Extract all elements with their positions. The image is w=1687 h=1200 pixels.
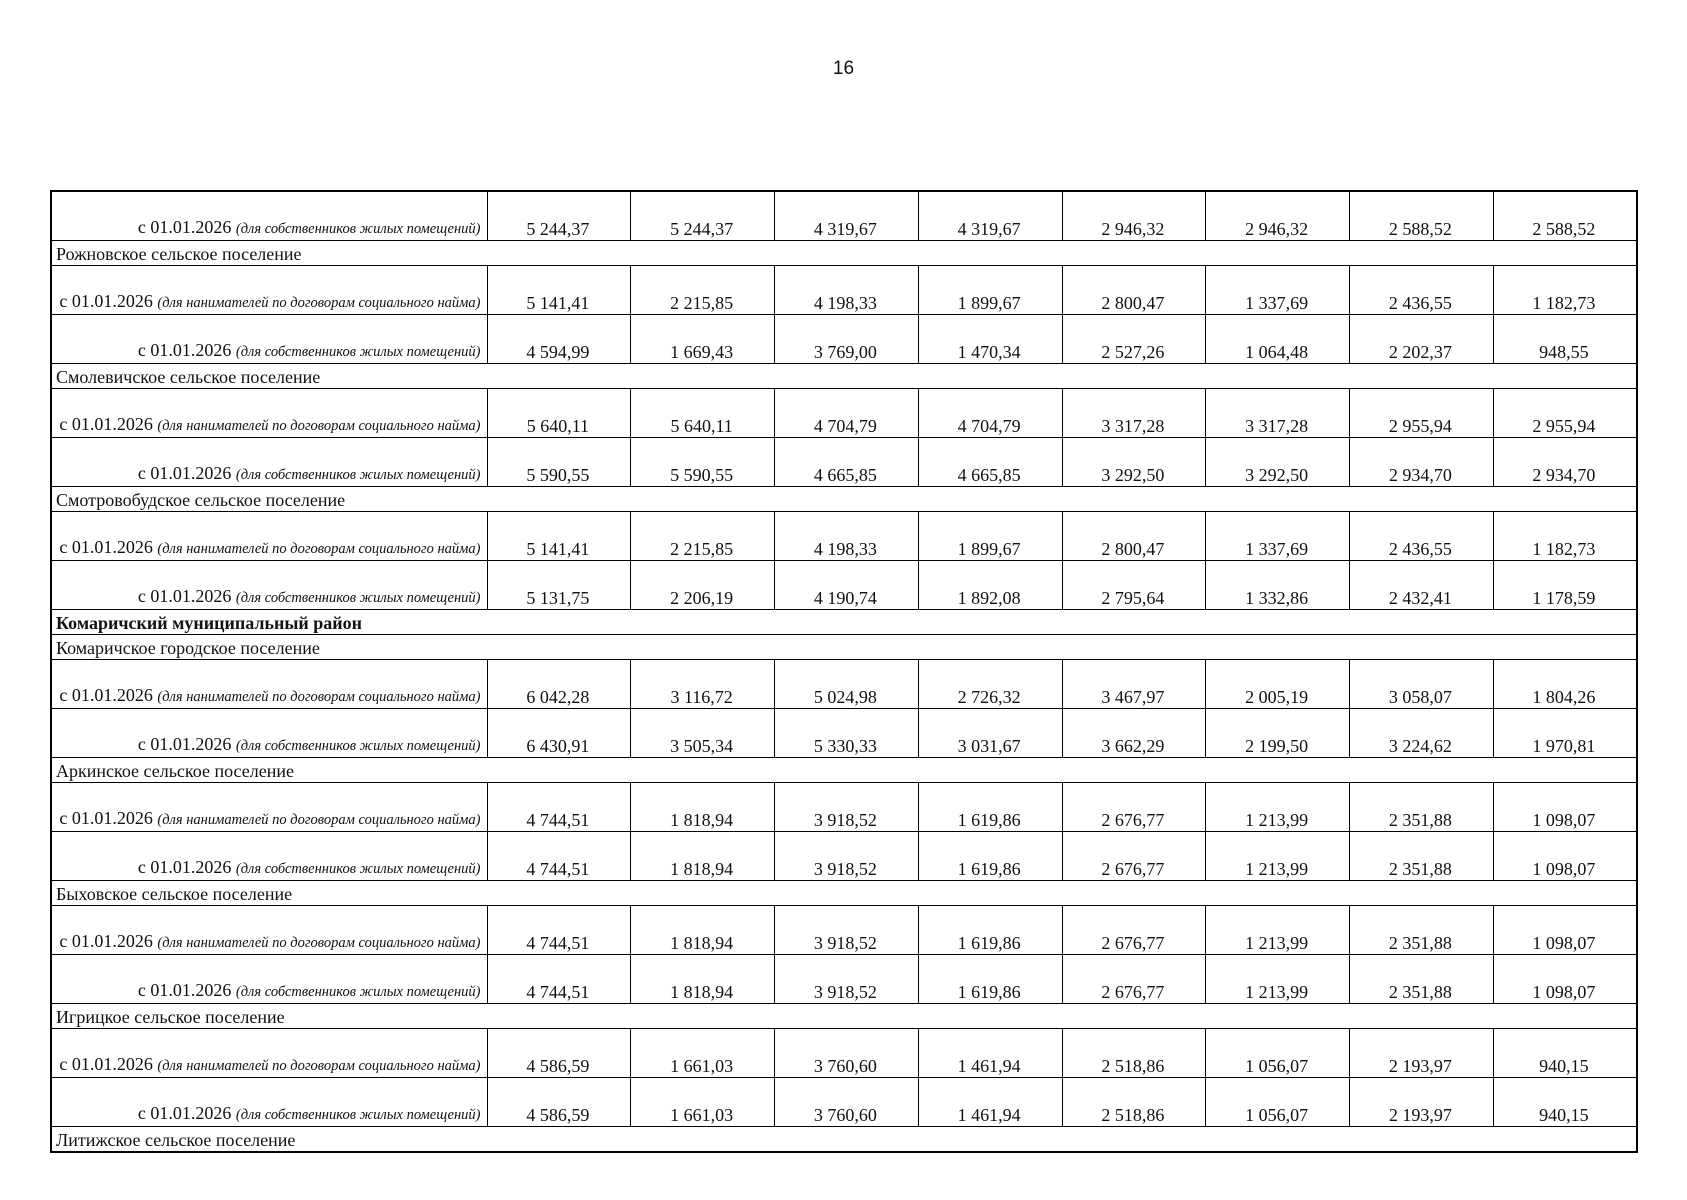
empty-cell	[1493, 487, 1637, 512]
tariff-value: 1 098,07	[1493, 955, 1637, 1004]
tariff-value: 2 955,94	[1493, 389, 1637, 438]
owner-note: (для собственников жилых помещений)	[235, 738, 481, 754]
tariff-value: 4 586,59	[487, 1029, 631, 1078]
row-label	[51, 1029, 487, 1078]
settlement-header-row	[51, 881, 1637, 906]
row-label	[51, 832, 487, 881]
tariff-value: 3 918,52	[775, 906, 919, 955]
empty-cell	[1350, 758, 1494, 783]
empty-cell	[775, 241, 919, 266]
tariff-value: 1 970,81	[1493, 709, 1637, 758]
owner-note: (для собственников жилых помещений)	[235, 861, 481, 877]
tenant-note: (для нанимателей по договорам социального найма)	[157, 812, 481, 828]
tariff-value: 1 899,67	[918, 512, 1062, 561]
row-label	[51, 1078, 487, 1127]
tariff-value: 3 317,28	[1062, 389, 1206, 438]
settlement-name: Быховское сельское поселение	[51, 881, 487, 906]
settlement-header-row	[51, 635, 1637, 660]
tariff-value: 1 213,99	[1206, 906, 1350, 955]
tariff-value: 2 518,86	[1062, 1029, 1206, 1078]
empty-cell	[918, 241, 1062, 266]
tenant-note: (для нанимателей по договорам социального найма)	[157, 541, 481, 557]
empty-cell	[775, 1004, 919, 1029]
tariff-value: 5 590,55	[487, 438, 631, 487]
date-label: с 01.01.2026	[137, 586, 232, 606]
tariff-value: 1 818,94	[631, 783, 775, 832]
empty-cell	[631, 1004, 775, 1029]
tariff-table-body	[51, 191, 1637, 1152]
date-label: с 01.01.2026	[137, 463, 232, 483]
owner-tariff-row	[51, 191, 1637, 241]
tariff-value: 2 215,85	[631, 512, 775, 561]
tariff-value: 2 215,85	[631, 266, 775, 315]
tenant-tariff-row	[51, 389, 1637, 438]
empty-cell	[918, 1004, 1062, 1029]
date-label: с 01.01.2026	[137, 857, 232, 877]
tariff-value: 2 934,70	[1493, 438, 1637, 487]
row-label	[51, 266, 487, 315]
tariff-value: 1 669,43	[631, 315, 775, 364]
tenant-tariff-row	[51, 1029, 1637, 1078]
owner-note: (для собственников жилых помещений)	[235, 344, 481, 360]
tariff-value: 2 800,47	[1062, 266, 1206, 315]
empty-cell	[1062, 881, 1206, 906]
district-header-row	[51, 610, 1637, 635]
owner-tariff-row	[51, 1078, 1637, 1127]
empty-cell	[1350, 364, 1494, 389]
tariff-value: 1 619,86	[918, 832, 1062, 881]
empty-cell	[1493, 610, 1637, 635]
tenant-note: (для нанимателей по договорам социального найма)	[157, 295, 481, 311]
tariff-value: 6 042,28	[487, 660, 631, 709]
tariff-value: 2 518,86	[1062, 1078, 1206, 1127]
tariff-value: 940,15	[1493, 1078, 1637, 1127]
tariff-value: 1 818,94	[631, 955, 775, 1004]
empty-cell	[918, 758, 1062, 783]
settlement-name: Комаричское городское поселение	[51, 635, 487, 660]
tariff-value: 4 594,99	[487, 315, 631, 364]
row-label	[51, 191, 487, 241]
empty-cell	[1206, 758, 1350, 783]
tariff-value: 2 193,97	[1350, 1078, 1494, 1127]
empty-cell	[775, 881, 919, 906]
empty-cell	[1493, 635, 1637, 660]
tariff-value: 2 432,41	[1350, 561, 1494, 610]
tariff-value: 1 818,94	[631, 832, 775, 881]
tariff-value: 1 064,48	[1206, 315, 1350, 364]
empty-cell	[631, 364, 775, 389]
empty-cell	[487, 487, 631, 512]
empty-cell	[1206, 1127, 1350, 1153]
date-label: с 01.01.2026	[137, 340, 232, 360]
tariff-value: 2 726,32	[918, 660, 1062, 709]
settlement-header-row	[51, 487, 1637, 512]
tariff-value: 3 058,07	[1350, 660, 1494, 709]
tariff-value: 5 141,41	[487, 266, 631, 315]
empty-cell	[631, 1127, 775, 1153]
settlement-header-row	[51, 1004, 1637, 1029]
empty-cell	[1206, 881, 1350, 906]
owner-tariff-row	[51, 832, 1637, 881]
tariff-value: 5 590,55	[631, 438, 775, 487]
tenant-tariff-row	[51, 512, 1637, 561]
empty-cell	[1206, 610, 1350, 635]
empty-cell	[1062, 241, 1206, 266]
tariff-value: 3 116,72	[631, 660, 775, 709]
empty-cell	[1493, 1127, 1637, 1153]
owner-note: (для собственников жилых помещений)	[235, 1107, 481, 1123]
row-label	[51, 783, 487, 832]
empty-cell	[1062, 1127, 1206, 1153]
tariff-value: 5 141,41	[487, 512, 631, 561]
tariff-value: 940,15	[1493, 1029, 1637, 1078]
row-label	[51, 389, 487, 438]
tariff-value: 3 918,52	[775, 832, 919, 881]
tariff-value: 1 661,03	[631, 1029, 775, 1078]
tariff-value: 1 056,07	[1206, 1078, 1350, 1127]
tariff-value: 4 744,51	[487, 955, 631, 1004]
tariff-value: 3 292,50	[1062, 438, 1206, 487]
tenant-note: (для нанимателей по договорам социального найма)	[157, 935, 481, 951]
empty-cell	[1062, 487, 1206, 512]
owner-tariff-row	[51, 955, 1637, 1004]
tariff-value: 1 804,26	[1493, 660, 1637, 709]
empty-cell	[1493, 881, 1637, 906]
tenant-note: (для нанимателей по договорам социального найма)	[157, 418, 481, 434]
date-label: с 01.01.2026	[59, 808, 153, 828]
empty-cell	[487, 1004, 631, 1029]
empty-cell	[1493, 364, 1637, 389]
tariff-value: 2 934,70	[1350, 438, 1494, 487]
tariff-value: 5 024,98	[775, 660, 919, 709]
tariff-value: 2 588,52	[1350, 191, 1494, 241]
date-label: с 01.01.2026	[59, 1054, 153, 1074]
empty-cell	[1206, 635, 1350, 660]
row-label	[51, 438, 487, 487]
tariff-value: 6 430,91	[487, 709, 631, 758]
empty-cell	[918, 635, 1062, 660]
empty-cell	[487, 758, 631, 783]
empty-cell	[1350, 635, 1494, 660]
empty-cell	[1493, 241, 1637, 266]
date-label: с 01.01.2026	[59, 414, 153, 434]
empty-cell	[487, 635, 631, 660]
page-number: 16	[832, 58, 855, 79]
tariff-value: 2 206,19	[631, 561, 775, 610]
tariff-value: 4 319,67	[775, 191, 919, 241]
tenant-note: (для нанимателей по договорам социального найма)	[157, 1058, 481, 1074]
empty-cell	[1062, 1004, 1206, 1029]
empty-cell	[487, 881, 631, 906]
tariff-value: 1 818,94	[631, 906, 775, 955]
tariff-value: 1 619,86	[918, 906, 1062, 955]
tariff-value: 1 182,73	[1493, 266, 1637, 315]
tariff-value: 4 744,51	[487, 783, 631, 832]
settlement-name: Игрицкое сельское поселение	[51, 1004, 487, 1029]
tariff-value: 1 178,59	[1493, 561, 1637, 610]
tariff-value: 2 955,94	[1350, 389, 1494, 438]
empty-cell	[775, 1127, 919, 1153]
settlement-header-row	[51, 241, 1637, 266]
tariff-value: 4 665,85	[918, 438, 1062, 487]
tariff-value: 1 892,08	[918, 561, 1062, 610]
tariff-value: 2 795,64	[1062, 561, 1206, 610]
tariff-value: 5 244,37	[631, 191, 775, 241]
tariff-value: 4 744,51	[487, 832, 631, 881]
tariff-value: 2 946,32	[1062, 191, 1206, 241]
tariff-value: 2 800,47	[1062, 512, 1206, 561]
empty-cell	[1350, 487, 1494, 512]
tariff-value: 1 899,67	[918, 266, 1062, 315]
row-label	[51, 512, 487, 561]
row-label	[51, 906, 487, 955]
empty-cell	[775, 635, 919, 660]
empty-cell	[1206, 1004, 1350, 1029]
tariff-value: 948,55	[1493, 315, 1637, 364]
date-label: с 01.01.2026	[137, 217, 232, 237]
tariff-value: 4 704,79	[775, 389, 919, 438]
owner-note: (для собственников жилых помещений)	[235, 221, 481, 237]
date-label: с 01.01.2026	[59, 291, 153, 311]
tariff-value: 4 665,85	[775, 438, 919, 487]
tariff-value: 3 918,52	[775, 783, 919, 832]
owner-tariff-row	[51, 709, 1637, 758]
tariff-value: 2 193,97	[1350, 1029, 1494, 1078]
empty-cell	[1350, 1127, 1494, 1153]
tariff-value: 1 337,69	[1206, 512, 1350, 561]
tariff-value: 4 704,79	[918, 389, 1062, 438]
empty-cell	[487, 1127, 631, 1153]
tenant-tariff-row	[51, 783, 1637, 832]
settlement-name: Смотровобудское сельское поселение	[51, 487, 487, 512]
empty-cell	[1062, 758, 1206, 783]
empty-cell	[631, 241, 775, 266]
tenant-tariff-row	[51, 660, 1637, 709]
tariff-value: 3 662,29	[1062, 709, 1206, 758]
empty-cell	[1493, 758, 1637, 783]
empty-cell	[1062, 610, 1206, 635]
empty-cell	[1350, 610, 1494, 635]
empty-cell	[1493, 1004, 1637, 1029]
tariff-value: 3 467,97	[1062, 660, 1206, 709]
tariff-value: 1 056,07	[1206, 1029, 1350, 1078]
settlement-header-row	[51, 364, 1637, 389]
empty-cell	[631, 610, 775, 635]
settlement-name: Аркинское сельское поселение	[51, 758, 487, 783]
tariff-value: 1 619,86	[918, 955, 1062, 1004]
tariff-value: 5 244,37	[487, 191, 631, 241]
empty-cell	[918, 881, 1062, 906]
empty-cell	[631, 487, 775, 512]
empty-cell	[1062, 635, 1206, 660]
empty-cell	[1206, 241, 1350, 266]
empty-cell	[775, 758, 919, 783]
tariff-value: 2 351,88	[1350, 783, 1494, 832]
empty-cell	[1062, 364, 1206, 389]
date-label: с 01.01.2026	[59, 931, 153, 951]
tariff-value: 3 760,60	[775, 1078, 919, 1127]
empty-cell	[1350, 241, 1494, 266]
tariff-value: 1 213,99	[1206, 832, 1350, 881]
tariff-value: 1 213,99	[1206, 955, 1350, 1004]
tariff-value: 5 330,33	[775, 709, 919, 758]
tariff-value: 3 031,67	[918, 709, 1062, 758]
empty-cell	[918, 364, 1062, 389]
owner-tariff-row	[51, 438, 1637, 487]
settlement-name: Литижское сельское поселение	[51, 1127, 487, 1153]
tariff-value: 1 098,07	[1493, 906, 1637, 955]
tariff-value: 5 131,75	[487, 561, 631, 610]
tariff-value: 1 182,73	[1493, 512, 1637, 561]
settlement-header-row	[51, 758, 1637, 783]
tariff-value: 1 332,86	[1206, 561, 1350, 610]
empty-cell	[918, 487, 1062, 512]
tariff-value: 2 351,88	[1350, 955, 1494, 1004]
tariff-value: 1 470,34	[918, 315, 1062, 364]
empty-cell	[775, 487, 919, 512]
empty-cell	[1350, 881, 1494, 906]
empty-cell	[487, 241, 631, 266]
owner-tariff-row	[51, 315, 1637, 364]
tariff-value: 3 224,62	[1350, 709, 1494, 758]
tariff-value: 3 317,28	[1206, 389, 1350, 438]
tariff-value: 1 098,07	[1493, 832, 1637, 881]
settlement-name: Смолевичское сельское поселение	[51, 364, 487, 389]
date-label: с 01.01.2026	[59, 685, 153, 705]
tariff-value: 2 436,55	[1350, 266, 1494, 315]
tariff-value: 1 661,03	[631, 1078, 775, 1127]
settlement-header-row	[51, 1127, 1637, 1153]
tariff-value: 1 619,86	[918, 783, 1062, 832]
tariff-value: 1 098,07	[1493, 783, 1637, 832]
empty-cell	[775, 364, 919, 389]
tariff-value: 2 351,88	[1350, 906, 1494, 955]
tariff-value: 2 527,26	[1062, 315, 1206, 364]
owner-note: (для собственников жилых помещений)	[235, 467, 481, 483]
row-label	[51, 955, 487, 1004]
empty-cell	[918, 610, 1062, 635]
tariff-value: 5 640,11	[631, 389, 775, 438]
tariff-value: 2 676,77	[1062, 955, 1206, 1004]
tariff-value: 4 198,33	[775, 266, 919, 315]
tariff-value: 2 946,32	[1206, 191, 1350, 241]
tenant-tariff-row	[51, 906, 1637, 955]
empty-cell	[631, 758, 775, 783]
tariff-value: 2 676,77	[1062, 906, 1206, 955]
tariff-value: 4 198,33	[775, 512, 919, 561]
tariff-value: 3 760,60	[775, 1029, 919, 1078]
empty-cell	[1206, 487, 1350, 512]
tariff-value: 2 676,77	[1062, 832, 1206, 881]
settlement-name: Рожновское сельское поселение	[51, 241, 487, 266]
tariff-value: 2 005,19	[1206, 660, 1350, 709]
empty-cell	[487, 364, 631, 389]
empty-cell	[1350, 1004, 1494, 1029]
tariff-value: 3 292,50	[1206, 438, 1350, 487]
tariff-value: 2 351,88	[1350, 832, 1494, 881]
tenant-tariff-row	[51, 266, 1637, 315]
row-label	[51, 315, 487, 364]
tariff-value: 3 505,34	[631, 709, 775, 758]
tariff-table	[50, 190, 1638, 1153]
date-label: с 01.01.2026	[59, 537, 153, 557]
tariff-value: 2 436,55	[1350, 512, 1494, 561]
tariff-value: 2 202,37	[1350, 315, 1494, 364]
tariff-value: 2 588,52	[1493, 191, 1637, 241]
tenant-note: (для нанимателей по договорам социального найма)	[157, 689, 481, 705]
tariff-value: 2 676,77	[1062, 783, 1206, 832]
empty-cell	[631, 635, 775, 660]
row-label	[51, 660, 487, 709]
date-label: с 01.01.2026	[137, 1103, 232, 1123]
tariff-value: 3 769,00	[775, 315, 919, 364]
tariff-value: 4 586,59	[487, 1078, 631, 1127]
tariff-value: 1 213,99	[1206, 783, 1350, 832]
tariff-value: 1 461,94	[918, 1029, 1062, 1078]
date-label: с 01.01.2026	[137, 980, 232, 1000]
tariff-value: 4 190,74	[775, 561, 919, 610]
tariff-value: 1 461,94	[918, 1078, 1062, 1127]
empty-cell	[1206, 364, 1350, 389]
owner-note: (для собственников жилых помещений)	[235, 590, 481, 606]
tariff-value: 2 199,50	[1206, 709, 1350, 758]
settlement-name: Комаричский муниципальный район	[51, 610, 487, 635]
empty-cell	[775, 610, 919, 635]
empty-cell	[918, 1127, 1062, 1153]
owner-note: (для собственников жилых помещений)	[235, 984, 481, 1000]
row-label	[51, 709, 487, 758]
row-label	[51, 561, 487, 610]
tariff-value: 3 918,52	[775, 955, 919, 1004]
owner-tariff-row	[51, 561, 1637, 610]
date-label: с 01.01.2026	[137, 734, 232, 754]
empty-cell	[631, 881, 775, 906]
tariff-value: 4 744,51	[487, 906, 631, 955]
tariff-value: 5 640,11	[487, 389, 631, 438]
tariff-value: 1 337,69	[1206, 266, 1350, 315]
tariff-value: 4 319,67	[918, 191, 1062, 241]
empty-cell	[487, 610, 631, 635]
